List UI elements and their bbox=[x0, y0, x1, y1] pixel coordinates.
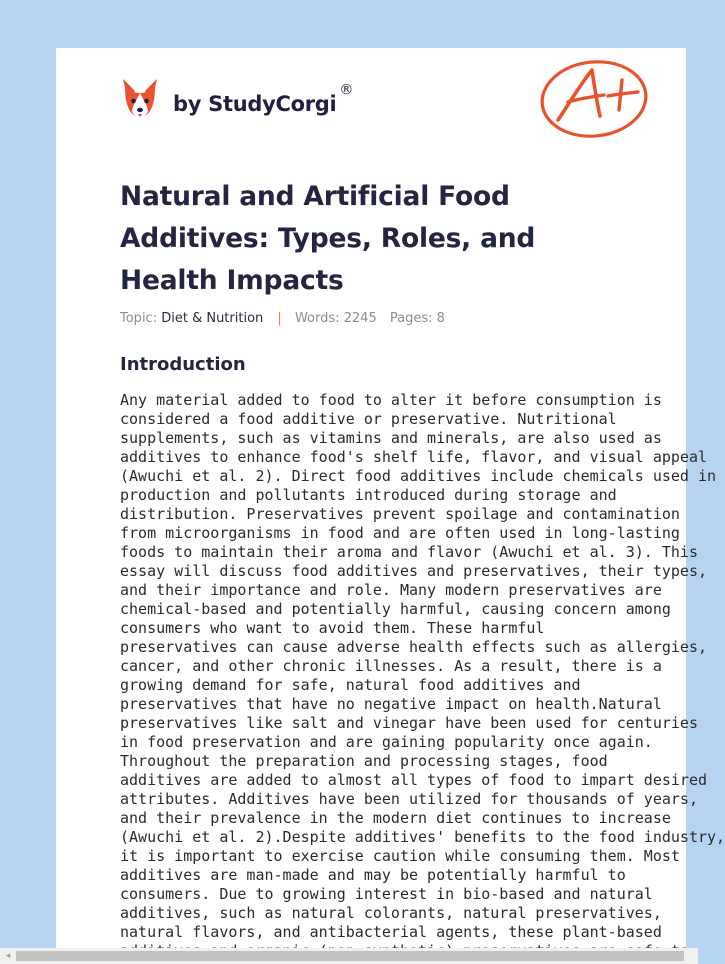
body-line: (Awuchi et al. 2).Despite additives' benefits to the food industry, bbox=[120, 828, 725, 846]
body-line: additives to enhance food's shelf life, flavor, and visual appeal bbox=[120, 448, 707, 466]
body-line: natural flavors, and antibacterial agents, these plant-based bbox=[120, 923, 662, 941]
essay-body bbox=[120, 391, 725, 961]
body-line: additives are added to almost all types of food to impart desired bbox=[120, 771, 707, 789]
body-line: Any material added to food to alter it before consumption is bbox=[120, 391, 662, 409]
topic-label: Topic: bbox=[120, 311, 158, 326]
horizontal-scrollbar[interactable] bbox=[0, 948, 698, 964]
brand-logo[interactable] bbox=[120, 74, 353, 124]
body-line: (Awuchi et al. 2). Direct food additives include chemicals used in bbox=[120, 467, 717, 485]
body-line: production and pollutants introduced during storage and bbox=[120, 486, 617, 504]
essay-meta bbox=[120, 311, 445, 326]
body-line: consumers who want to avoid them. These harmful bbox=[120, 619, 545, 637]
body-line: attributes. Additives have been utilized for thousands of years, bbox=[120, 790, 698, 808]
body-line: cancer, and other chronic illnesses. As a result, there is a bbox=[120, 657, 662, 675]
document-page bbox=[56, 48, 725, 948]
page-count: Pages: 8 bbox=[389, 311, 445, 326]
corgi-logo-icon bbox=[120, 77, 160, 121]
body-line: growing demand for safe, natural food additives and bbox=[120, 676, 581, 694]
body-line: essay will discuss food additives and preservatives, their types, bbox=[120, 562, 707, 580]
body-line: supplements, such as vitamins and minerals, are also used as bbox=[120, 429, 662, 447]
essay-title: Natural and Artificial Food Additives: Types, Roles, and Health Impacts bbox=[120, 181, 536, 296]
body-line: foods to maintain their aroma and flavor (Awuchi et al. 3). This bbox=[120, 543, 698, 561]
body-line: in food preservation and are gaining popularity once again. bbox=[120, 733, 653, 751]
body-line: additives are man-made and may be potentially harmful to bbox=[120, 866, 626, 884]
body-line: from microorganisms in food and are often used in long-lasting bbox=[120, 524, 680, 542]
body-line: preservatives can cause adverse health effects such as allergies, bbox=[120, 638, 707, 656]
scroll-left-icon[interactable]: ◂ bbox=[5, 951, 11, 961]
body-line: consumers. Due to growing interest in bio-based and natural bbox=[120, 885, 653, 903]
body-line: considered a food additive or preservative. Nutritional bbox=[120, 410, 617, 428]
body-line: and their importance and role. Many modern preservatives are bbox=[120, 581, 662, 599]
body-line: it is important to exercise caution while consuming them. Most bbox=[120, 847, 680, 865]
a-plus-grade-icon bbox=[538, 58, 650, 140]
topic-link[interactable]: Diet & Nutrition bbox=[161, 311, 264, 326]
body-line: additives, such as natural colorants, natural preservatives, bbox=[120, 904, 662, 922]
brand-name: by StudyCorgi bbox=[173, 92, 337, 116]
registered-mark: ® bbox=[339, 82, 354, 98]
meta-separator: | bbox=[277, 311, 282, 326]
body-line: preservatives like salt and vinegar have been used for centuries bbox=[120, 714, 698, 732]
body-line: preservatives that have no negative impact on health.Natural bbox=[120, 695, 662, 713]
body-line: Throughout the preparation and processing stages, food bbox=[120, 752, 608, 770]
body-line: and their prevalence in the modern diet continues to increase bbox=[120, 809, 671, 827]
body-line: distribution. Preservatives prevent spoilage and contamination bbox=[120, 505, 680, 523]
section-heading: Introduction bbox=[120, 354, 246, 375]
word-count: Words: 2245 bbox=[294, 311, 377, 326]
body-line: chemical-based and potentially harmful, causing concern among bbox=[120, 600, 671, 618]
scrollbar-thumb[interactable] bbox=[16, 951, 684, 961]
